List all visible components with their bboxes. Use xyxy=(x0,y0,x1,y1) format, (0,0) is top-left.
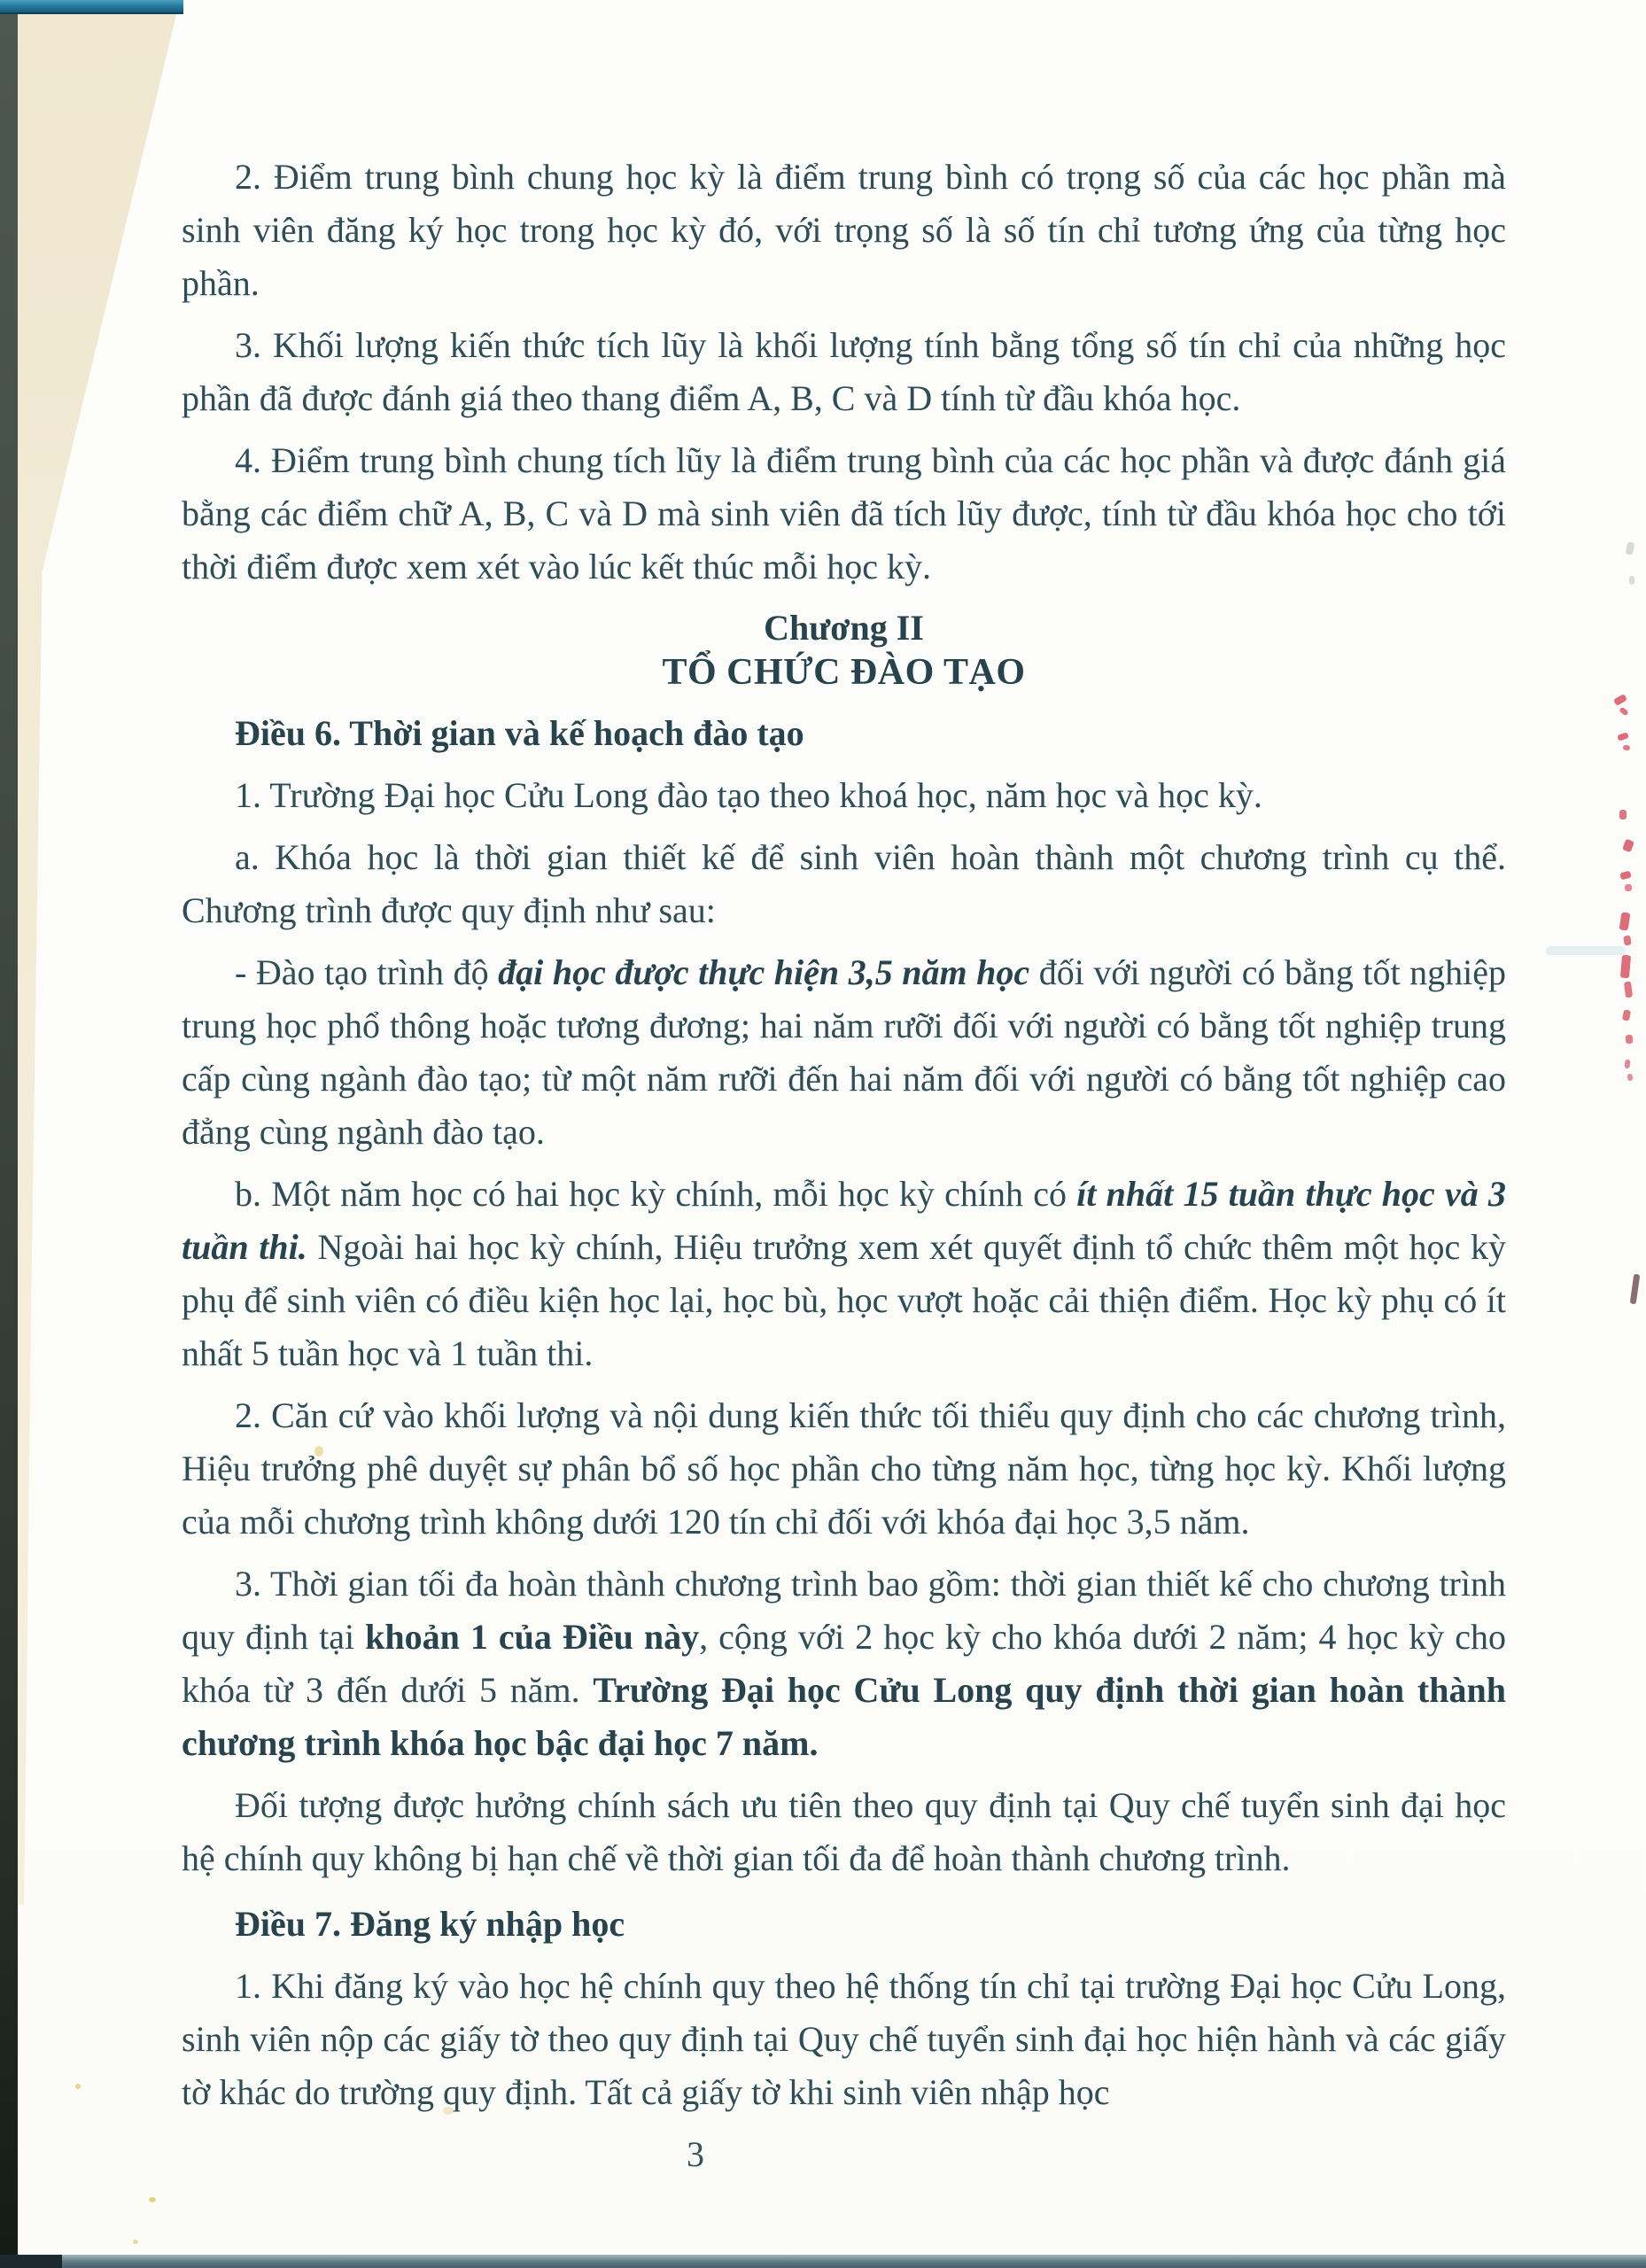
paper-speck xyxy=(133,2240,138,2244)
article6-priority-note: Đối tượng được hưởng chính sách ưu tiên theo quy định tại Quy chế tuyển sinh đại học hệ chính quy không bị hạn chế về thời gian tối đa để hoàn thành chương trình. xyxy=(182,1785,1506,1878)
definition-item-4 xyxy=(182,434,1506,594)
article6-clause3-pre: 3. Thời gian tối đa hoàn thành chương trình bao gồm: thời gian thiết kế cho chương trình quy định tại xyxy=(182,1564,1506,1657)
smudge-mark xyxy=(1626,541,1635,555)
document-body xyxy=(182,151,1506,2119)
ink-bleed-mark xyxy=(1617,732,1629,741)
ink-bleed-mark xyxy=(1627,1074,1633,1082)
ink-bleed-mark xyxy=(1619,707,1629,717)
ink-bleed-mark xyxy=(1613,694,1627,706)
article6-clause-b-emphasis: ít nhất 15 tuần thực học và 3 tuần thi. xyxy=(182,1174,1506,1267)
chapter-label: Chương II xyxy=(764,608,924,648)
chapter-title: TỔ CHỨC ĐÀO TẠO xyxy=(662,652,1026,693)
article6-clause-b xyxy=(182,1168,1506,1380)
ink-bleed-mark xyxy=(1625,884,1632,891)
scan-left-edge-strip xyxy=(0,0,18,2268)
article6-clause-a: a. Khóa học là thời gian thiết kế để sinh viên hoàn thành một chương trình cụ thể. Chương trình được quy định như sau: xyxy=(182,837,1506,930)
ink-bleed-mark xyxy=(1620,955,1631,979)
ink-bleed-mark xyxy=(1624,982,1633,998)
article6-bullet-emphasis: đại học được thực hiện 3,5 năm học xyxy=(498,952,1030,992)
article7-clause1: 1. Khi đăng ký vào học hệ chính quy theo hệ thống tín chỉ tại trường Đại học Cửu Long, sinh viên nộp các giấy tờ theo quy định tại Quy chế tuyển sinh đại học hiện hành và các giấy tờ khác do trường quy định. Tất cả giấy tờ khi sinh viên nhập học xyxy=(182,1966,1506,2112)
article6-clause-b-pre: b. Một năm học có hai học kỳ chính, mỗi học kỳ chính có xyxy=(235,1174,1077,1214)
article6-clause3-mid: , cộng với 2 học kỳ cho khóa dưới 2 năm; 4 học kỳ cho khóa từ 3 đến dưới 5 năm. xyxy=(182,1617,1507,1710)
article6-clause3 xyxy=(182,1557,1506,1770)
definition-item-4-text: 4. Điểm trung bình chung tích lũy là điểm trung bình của các học phần và được đánh giá bằng các điểm chữ A, B, C và D mà sinh viên đã tích lũy được, tính từ đầu khóa học cho tới thời điểm được xem xét vào lúc kết thúc mỗi học kỳ. xyxy=(182,440,1506,586)
smudge-mark xyxy=(1546,946,1626,955)
article6-clause3-bold1: khoản 1 của Điều này xyxy=(365,1617,700,1657)
definition-item-2-text: 2. Điểm trung bình chung học kỳ là điểm trung bình có trọng số của các học phần mà sinh viên đăng ký học trong học kỳ đó, với trọng số là số tín chỉ tương ứng của từng học phần. xyxy=(182,157,1506,303)
scan-top-edge-bar xyxy=(0,0,183,14)
ink-bleed-mark xyxy=(1623,744,1631,750)
article7-heading: Điều 7. Đăng ký nhập học xyxy=(235,1904,625,1944)
smudge-mark xyxy=(1629,576,1634,585)
scan-bottom-left-corner xyxy=(0,2255,62,2268)
ink-bleed-mark xyxy=(1623,935,1631,945)
scan-bottom-edge-bar xyxy=(0,2255,1646,2268)
article6-heading: Điều 6. Thời gian và kế hoạch đào tạo xyxy=(235,713,804,753)
ink-bleed-mark xyxy=(1622,839,1634,853)
definition-item-3 xyxy=(182,319,1506,425)
page-number: 3 xyxy=(687,2134,704,2174)
ink-bleed-mark xyxy=(1619,871,1632,881)
ink-bleed-mark xyxy=(1619,810,1627,819)
article6-bullet-post: đối với người có bằng tốt nghiệp trung học phổ thông hoặc tương đương; hai năm rưỡi đối với người có bằng tốt nghiệp trung cấp cùng ngành đào tạo; từ một năm rưỡi đến hai năm đối với người có bằng tốt nghiệp cao đẳng cùng ngành đào tạo. xyxy=(182,952,1507,1152)
article6-bullet-pre: - Đào tạo trình độ xyxy=(235,952,499,992)
chapter-heading xyxy=(182,606,1506,695)
article6-clause-b-post: Ngoài hai học kỳ chính, Hiệu trưởng xem xét quyết định tổ chức thêm một học kỳ phụ để sinh viên có điều kiện học lại, học bù, học vượt hoặc cải thiện điểm. Học kỳ phụ có ít nhất 5 tuần học và 1 tuần thi. xyxy=(182,1227,1507,1373)
paper-speck xyxy=(149,2197,156,2202)
article6-clause2: 2. Căn cứ vào khối lượng và nội dung kiến thức tối thiểu quy định cho các chương trình, Hiệu trưởng phê duyệt sự phân bổ số học phần cho từng năm học, từng học kỳ. Khối lượng của mỗi chương trình không dưới 120 tín chỉ đối với khóa đại học 3,5 năm. xyxy=(182,1395,1506,1542)
definition-item-3-text: 3. Khối lượng kiến thức tích lũy là khối lượng tính bằng tổng số tín chỉ của những học phần đã được đánh giá theo thang điểm A, B, C và D tính từ đầu khóa học. xyxy=(182,325,1506,418)
ink-bleed-mark-dark xyxy=(1630,1274,1641,1305)
ink-bleed-mark xyxy=(1626,1035,1634,1045)
ink-bleed-mark xyxy=(1624,1060,1630,1069)
article6-clause3-bold2: Trường Đại học Cửu Long quy định thời gian hoàn thành chương trình khóa học bậc đại học 7 năm. xyxy=(182,1670,1506,1763)
article6-bullet xyxy=(182,946,1506,1159)
scan-underlying-page-edge xyxy=(16,0,180,1905)
article6-clause1: 1. Trường Đại học Cửu Long đào tạo theo khoá học, năm học và học kỳ. xyxy=(235,775,1262,815)
ink-bleed-mark xyxy=(1619,912,1630,930)
definition-item-2 xyxy=(182,151,1506,310)
ink-bleed-mark xyxy=(1622,1009,1631,1021)
paper-speck xyxy=(75,2084,81,2089)
